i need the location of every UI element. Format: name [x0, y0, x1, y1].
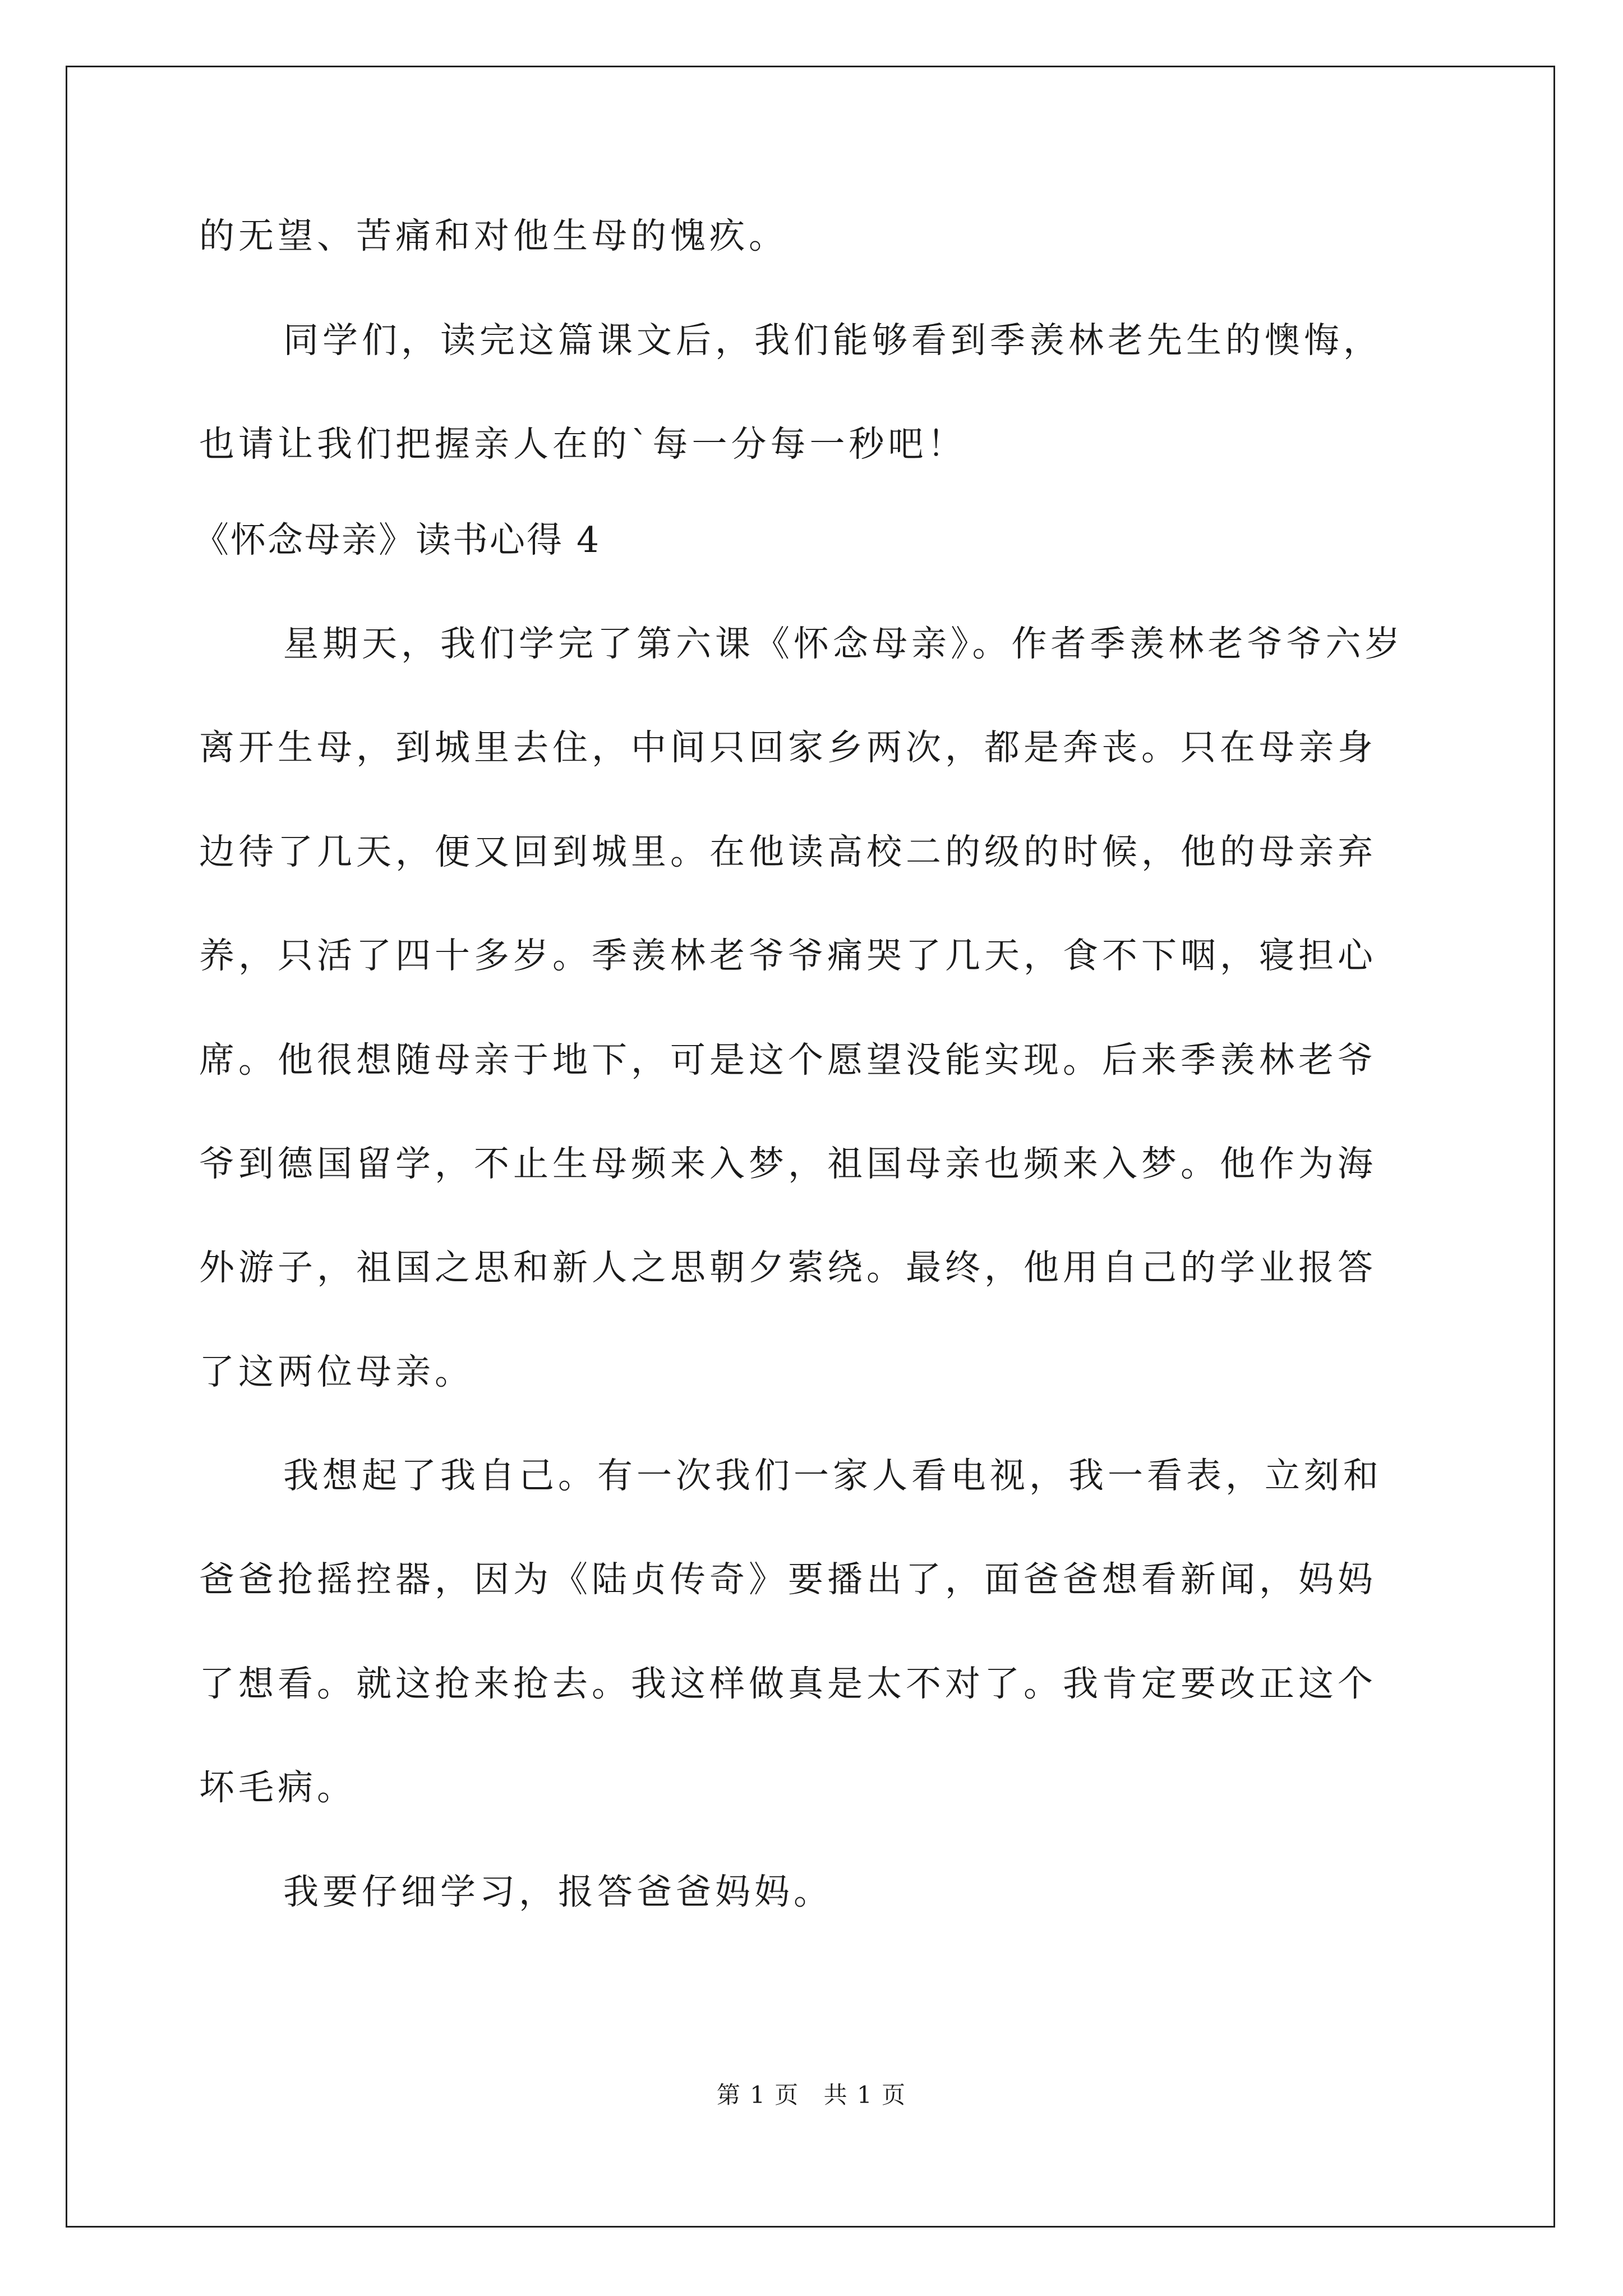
text-line: 的无望、苦痛和对他生母的愧疚。 — [199, 215, 788, 256]
text-line: 养，只活了四十多岁。季羡林老爷爷痛哭了几天，食不下咽，寝担心 — [199, 935, 1377, 976]
text-line: 了想看。就这抢来抢去。我这样做真是太不对了。我肯定要改正这个 — [199, 1663, 1377, 1704]
text-line: 也请让我们把握亲人在的`每一分每一秒吧！ — [199, 424, 967, 464]
text-line: 我想起了我自己。有一次我们一家人看电视，我一看表，立刻和 — [283, 1455, 1382, 1496]
text-line: 外游子，祖国之思和新人之思朝夕萦绕。最终，他用自己的学业报答 — [199, 1247, 1377, 1288]
text-line: 了这两位母亲。 — [199, 1351, 474, 1392]
section-heading: 《怀念母亲》读书心得 4 — [193, 519, 601, 560]
page-number: 第 1 页 — [716, 2081, 800, 2109]
text-line: 星期天，我们学完了第六课《怀念母亲》。作者季羡林老爷爷六岁 — [283, 623, 1404, 664]
text-line: 坏毛病。 — [199, 1767, 356, 1808]
text-line: 席。他很想随母亲于地下，可是这个愿望没能实现。后来季羡林老爷 — [199, 1039, 1377, 1080]
text-line: 我要仔细学习，报答爸爸妈妈。 — [283, 1871, 833, 1912]
text-line: 爸爸抢摇控器，因为《陆贞传奇》要播出了，面爸爸想看新闻，妈妈 — [199, 1559, 1377, 1600]
page-footer — [0, 2078, 1623, 2112]
text-line: 边待了几天，便又回到城里。在他读高校二的级的时候，他的母亲弃 — [199, 831, 1377, 872]
page-total: 共 1 页 — [823, 2081, 907, 2109]
text-line: 离开生母，到城里去住，中间只回家乡两次，都是奔丧。只在母亲身 — [199, 727, 1377, 768]
text-line: 同学们，读完这篇课文后，我们能够看到季羡林老先生的懊悔， — [283, 320, 1382, 361]
text-line: 爷到德国留学，不止生母频来入梦，祖国母亲也频来入梦。他作为海 — [199, 1143, 1377, 1184]
